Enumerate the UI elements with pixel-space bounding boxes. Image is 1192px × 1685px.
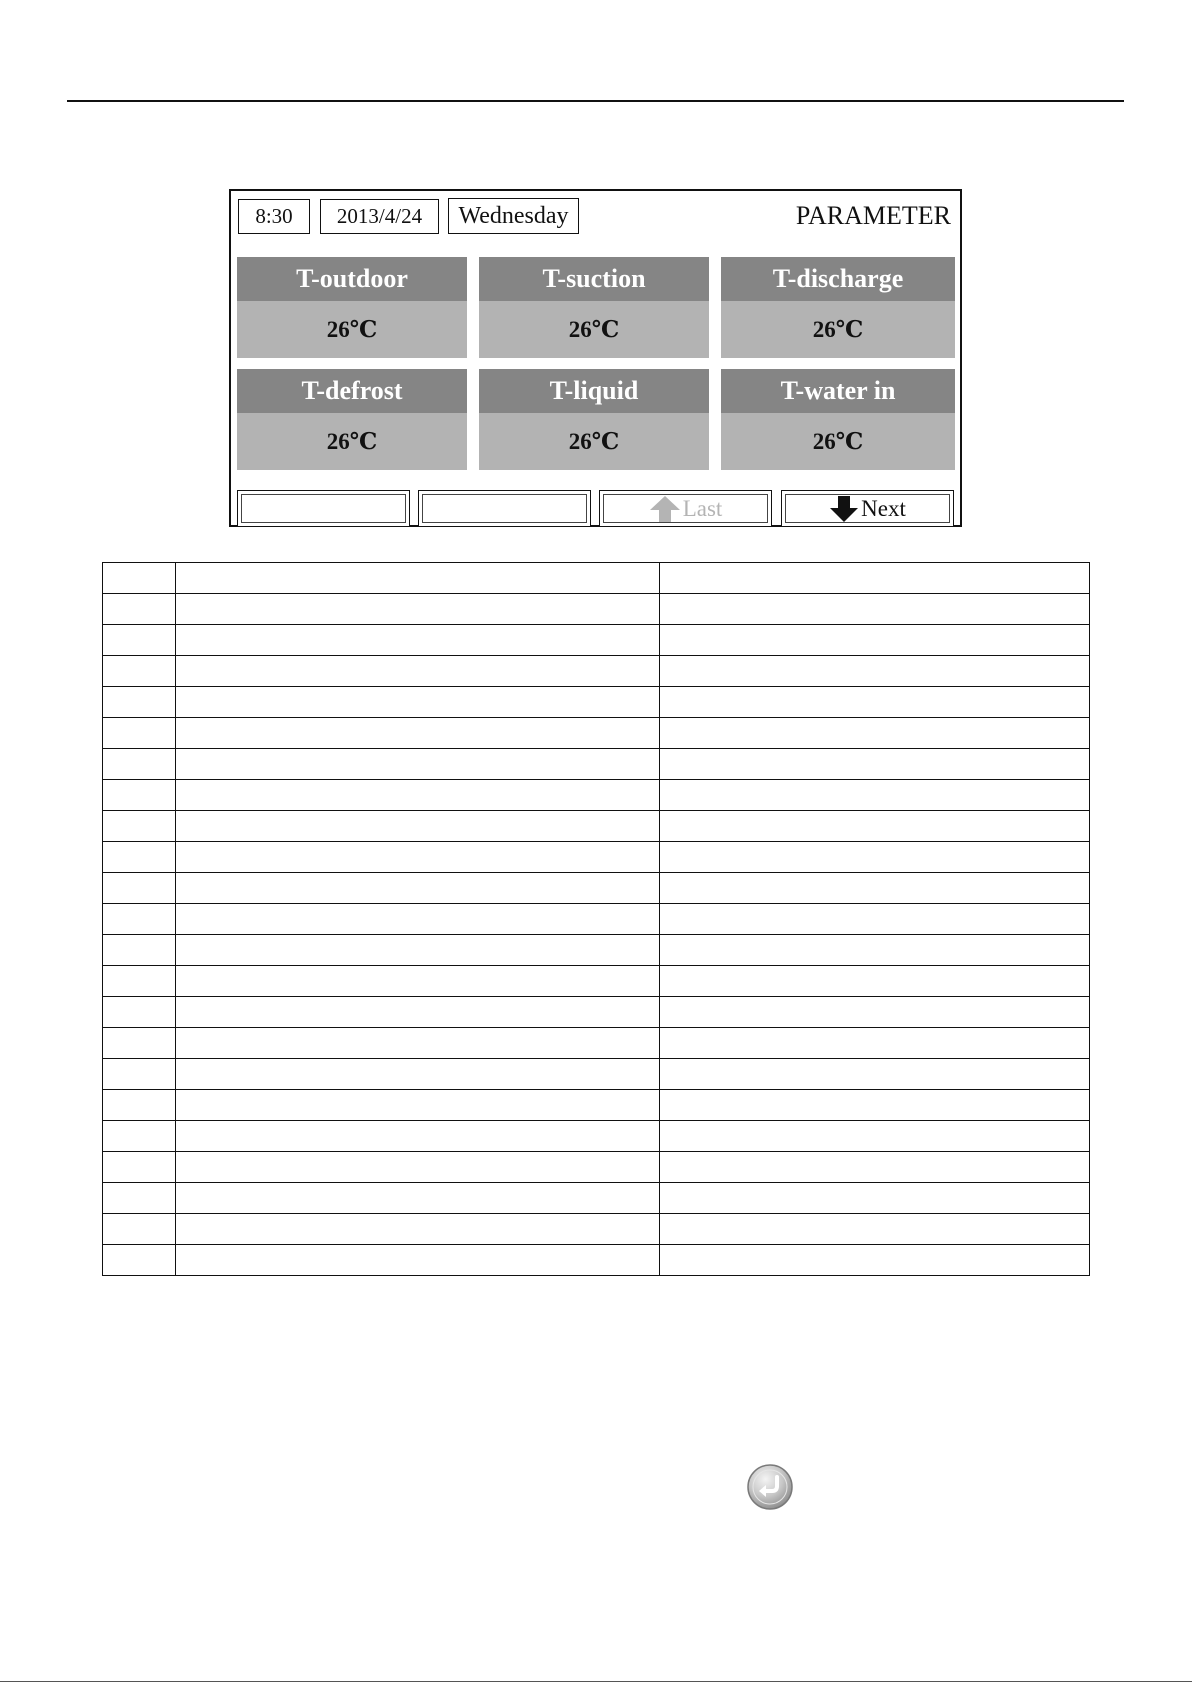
- table-cell: [176, 811, 660, 842]
- table-cell: [103, 594, 176, 625]
- table-cell: [176, 1245, 660, 1276]
- table-row: [103, 625, 1090, 656]
- table-cell: [176, 594, 660, 625]
- time-display: 8:30: [238, 199, 310, 234]
- table-cell: [176, 780, 660, 811]
- tile-label: T-water in: [721, 369, 955, 413]
- table-cell: [176, 749, 660, 780]
- table-cell: [660, 1121, 1090, 1152]
- table-cell: [660, 1214, 1090, 1245]
- table-row: [103, 780, 1090, 811]
- table-cell: [103, 780, 176, 811]
- table-cell: [660, 842, 1090, 873]
- tile-value: 26℃: [721, 413, 955, 470]
- table-cell: [660, 1245, 1090, 1276]
- table-cell: [176, 1059, 660, 1090]
- tile-t-defrost: [237, 369, 467, 470]
- table-row: [103, 842, 1090, 873]
- table-cell: [660, 811, 1090, 842]
- next-button[interactable]: [781, 490, 954, 527]
- table-cell: [103, 1152, 176, 1183]
- table-cell: [103, 904, 176, 935]
- table-cell: [660, 563, 1090, 594]
- softkey-2-button[interactable]: [418, 490, 591, 527]
- tile-value: 26℃: [721, 301, 955, 358]
- arrow-up-icon: [649, 495, 681, 523]
- parameter-table: [102, 562, 1090, 1276]
- table-cell: [103, 625, 176, 656]
- table-cell: [660, 656, 1090, 687]
- table-cell: [660, 904, 1090, 935]
- tile-label: T-defrost: [237, 369, 467, 413]
- table-cell: [103, 1090, 176, 1121]
- table-row: [103, 687, 1090, 718]
- last-button[interactable]: [599, 490, 772, 527]
- table-cell: [176, 1121, 660, 1152]
- table-row: [103, 873, 1090, 904]
- table-cell: [660, 1183, 1090, 1214]
- table-row: [103, 935, 1090, 966]
- table-cell: [660, 966, 1090, 997]
- tile-value: 26℃: [237, 413, 467, 470]
- tile-label: T-discharge: [721, 257, 955, 301]
- table-cell: [103, 966, 176, 997]
- table-cell: [176, 1028, 660, 1059]
- table-row: [103, 1152, 1090, 1183]
- table-row: [103, 1121, 1090, 1152]
- table-cell: [176, 563, 660, 594]
- arrow-down-icon: [829, 495, 859, 523]
- table-cell: [660, 1028, 1090, 1059]
- table-cell: [176, 656, 660, 687]
- table-cell: [103, 842, 176, 873]
- table-cell: [103, 1245, 176, 1276]
- table-cell: [660, 718, 1090, 749]
- tile-value: 26℃: [479, 301, 709, 358]
- table-row: [103, 594, 1090, 625]
- table-cell: [176, 966, 660, 997]
- table-cell: [103, 749, 176, 780]
- softkey-1-button[interactable]: [237, 490, 410, 527]
- table-cell: [176, 997, 660, 1028]
- tile-value: 26℃: [479, 413, 709, 470]
- table-cell: [176, 1152, 660, 1183]
- table-cell: [176, 625, 660, 656]
- screen-title: PARAMETER: [795, 201, 951, 230]
- table-row: [103, 749, 1090, 780]
- table-cell: [103, 1121, 176, 1152]
- table-cell: [176, 873, 660, 904]
- table-cell: [103, 656, 176, 687]
- table-cell: [103, 997, 176, 1028]
- table-cell: [176, 687, 660, 718]
- return-icon[interactable]: [746, 1463, 794, 1511]
- table-cell: [103, 718, 176, 749]
- table-cell: [103, 1028, 176, 1059]
- tile-label: T-outdoor: [237, 257, 467, 301]
- table-cell: [660, 935, 1090, 966]
- table-cell: [660, 873, 1090, 904]
- table-row: [103, 563, 1090, 594]
- table-cell: [660, 594, 1090, 625]
- weekday-display: Wednesday: [448, 198, 579, 234]
- table-row: [103, 997, 1090, 1028]
- table-cell: [176, 1183, 660, 1214]
- tile-t-discharge: [721, 257, 955, 358]
- tile-label: T-suction: [479, 257, 709, 301]
- controller-screen: [229, 189, 962, 527]
- tile-t-outdoor: [237, 257, 467, 358]
- table-cell: [103, 1059, 176, 1090]
- tile-t-liquid: [479, 369, 709, 470]
- table-cell: [103, 811, 176, 842]
- table-cell: [103, 687, 176, 718]
- table-cell: [660, 749, 1090, 780]
- table-cell: [176, 718, 660, 749]
- tile-label: T-liquid: [479, 369, 709, 413]
- table-cell: [176, 842, 660, 873]
- table-row: [103, 904, 1090, 935]
- table-cell: [660, 625, 1090, 656]
- table-row: [103, 1028, 1090, 1059]
- table-cell: [660, 997, 1090, 1028]
- table-cell: [176, 935, 660, 966]
- tile-value: 26℃: [237, 301, 467, 358]
- table-row: [103, 1183, 1090, 1214]
- next-button-label: Next: [861, 495, 906, 521]
- last-button-label: Last: [682, 495, 723, 521]
- table-cell: [176, 904, 660, 935]
- tile-t-suction: [479, 257, 709, 358]
- table-row: [103, 718, 1090, 749]
- table-row: [103, 811, 1090, 842]
- table-cell: [103, 1183, 176, 1214]
- date-display: 2013/4/24: [320, 199, 439, 234]
- tile-t-water-in: [721, 369, 955, 470]
- table-row: [103, 1090, 1090, 1121]
- table-cell: [660, 1090, 1090, 1121]
- table-cell: [660, 1059, 1090, 1090]
- table-row: [103, 1245, 1090, 1276]
- table-cell: [103, 935, 176, 966]
- table-cell: [176, 1090, 660, 1121]
- table-row: [103, 1214, 1090, 1245]
- table-row: [103, 1059, 1090, 1090]
- table-cell: [660, 687, 1090, 718]
- table-cell: [103, 1214, 176, 1245]
- table-row: [103, 656, 1090, 687]
- table-cell: [103, 563, 176, 594]
- footer-rule: [0, 1681, 1192, 1682]
- header-rule: [67, 100, 1124, 102]
- table-row: [103, 966, 1090, 997]
- table-cell: [660, 780, 1090, 811]
- table-cell: [176, 1214, 660, 1245]
- table-cell: [660, 1152, 1090, 1183]
- table-cell: [103, 873, 176, 904]
